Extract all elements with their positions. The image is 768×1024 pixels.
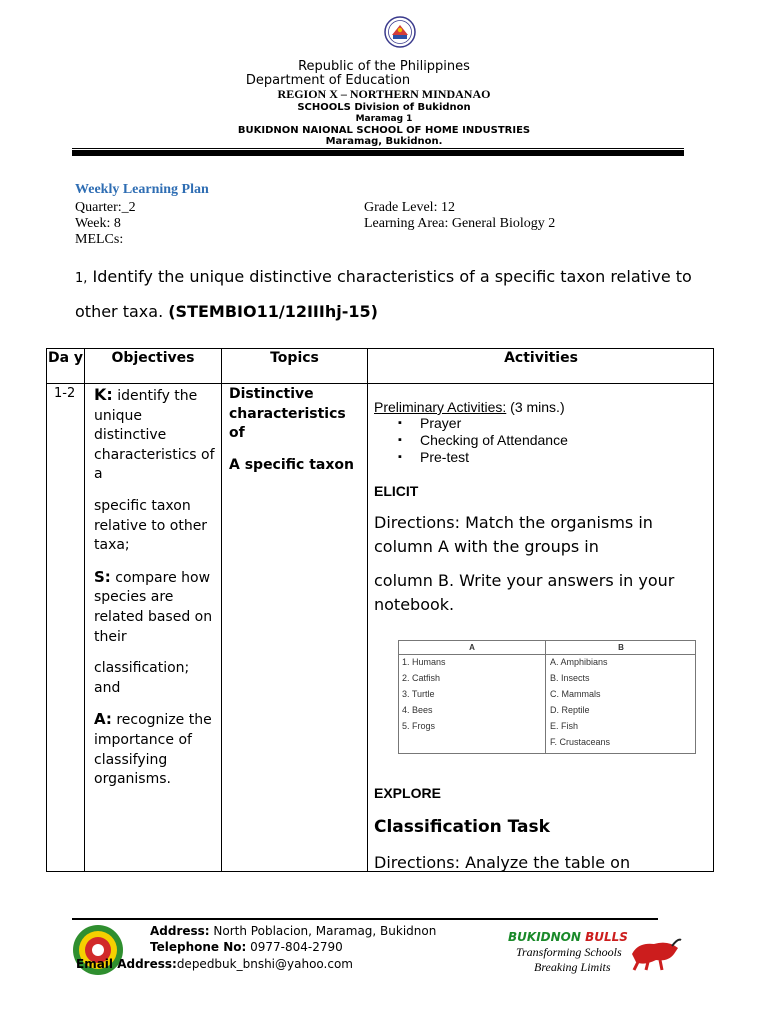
grade-level-label: Grade Level: 12 [364,200,455,215]
elicit-directions-cont: column B. Write your answers in your notebook. [374,571,675,614]
telephone-label: Telephone No: [150,940,247,954]
footer-telephone [150,940,343,954]
melc-number: 1, [75,271,88,286]
knowledge-text: identify the unique distinctive characteristics of a [94,388,215,483]
address-label: Address: [150,924,210,938]
header-divider-thick [72,150,684,156]
telephone-value: 0977-804-2790 [246,940,343,954]
week-label: Week: 8 [75,216,121,231]
melc-code: (STEMBIO11/12IIIhj-15) [168,302,378,321]
skill-text-cont: classification; and [94,660,190,696]
attitude-label: A: [94,710,112,729]
deped-seal-logo [384,16,416,48]
lesson-plan-table [46,348,714,872]
match-divider [545,641,546,753]
explore-heading: EXPLORE [374,785,441,801]
header-district: Maramag 1 [355,114,413,124]
list-item: ▪ Prayer [374,415,709,432]
list-item: ▪ Pre-test [374,449,709,466]
skill-label: S: [94,567,111,586]
preliminary-activities [374,399,709,415]
footer-address [150,924,436,938]
brand-word-2: BULLS [585,930,628,944]
explore-directions: Directions: Analyze the table on [374,853,631,872]
header-activities: Activities [504,350,578,366]
table-divider [367,349,368,871]
match-a-item: 5. Frogs [402,721,436,731]
brand-word-1: BUKIDNON [508,930,581,944]
brand-tagline-1: Transforming Schools [516,945,622,959]
brand-name [508,930,628,944]
table-divider [221,349,222,871]
match-a-item: 1. Humans [402,657,446,667]
classification-task-heading: Classification Task [374,817,550,837]
list-item: ▪ Checking of Attendance [374,432,709,449]
plan-title: Weekly Learning Plan [75,182,209,197]
elicit-heading: ELICIT [374,483,419,499]
day-value: 1-2 [54,386,76,401]
quarter-label: Quarter:_2 [75,200,136,215]
match-b-item: A. Amphibians [550,657,608,667]
header-republic: Republic of the Philippines [298,59,470,74]
email-label: Email Address: [76,957,177,971]
melcs-label: MELCs: [75,232,124,247]
match-b-item: E. Fish [550,721,579,731]
header-location: Maramag, Bukidnon. [325,136,443,147]
preliminary-label: Preliminary Activities: [374,399,507,415]
match-b-item: F. Crustaceans [550,737,611,747]
bull-icon [628,932,682,972]
header-school: BUKIDNON NAIONAL SCHOOL OF HOME INDUSTRIES [237,125,531,136]
footer-email [76,957,353,971]
header-topics: Topics [270,350,319,366]
match-b-item: D. Reptile [550,705,590,715]
melc-text: Identify the unique distinctive characteristics of a specific taxon relative to other taxa. [75,267,692,321]
match-header-b: B [618,643,624,652]
header-divider [72,148,684,149]
preliminary-list [374,415,709,466]
table-divider [84,349,85,871]
bukidnon-bulls-logo [508,928,684,984]
match-b-item: B. Insects [550,673,590,683]
learning-area-label: Learning Area: General Biology 2 [364,216,556,231]
match-header-a: A [469,643,475,652]
match-b-item: C. Mammals [550,689,601,699]
objectives-cell [94,385,218,802]
match-a-item: 2. Catfish [402,673,441,683]
knowledge-text-cont: specific taxon relative to other taxa; [94,497,208,554]
header-department: Department of Education [245,73,411,88]
email-value: depedbuk_bnshi@yahoo.com [176,957,353,971]
topic-line-1: Distinctive characteristics of [229,386,346,442]
header-region: REGION X – NORTHERN MINDANAO [277,87,491,101]
topics-cell [229,385,365,487]
melc-statement [75,260,695,328]
matching-table [398,640,696,754]
topic-line-2: A specific taxon [229,456,354,473]
match-header-divider [399,654,695,655]
brand-tagline-2: Breaking Limits [534,960,611,974]
match-a-item: 3. Turtle [402,689,435,699]
attitude-text: recognize the importance of classifying organisms. [94,712,212,788]
header-division: SCHOOLS Division of Bukidnon [297,102,471,113]
skill-text: compare how species are related based on their [94,569,213,645]
footer-divider [72,918,658,920]
elicit-directions: Directions: Match the organisms in column A with the groups in [374,513,653,556]
match-a-item: 4. Bees [402,705,433,715]
header-day: Da y [47,350,84,366]
preliminary-time: (3 mins.) [506,399,565,415]
knowledge-label: K: [94,385,113,404]
header-objectives: Objectives [111,350,195,366]
address-value: North Poblacion, Maramag, Bukidnon [209,924,437,938]
